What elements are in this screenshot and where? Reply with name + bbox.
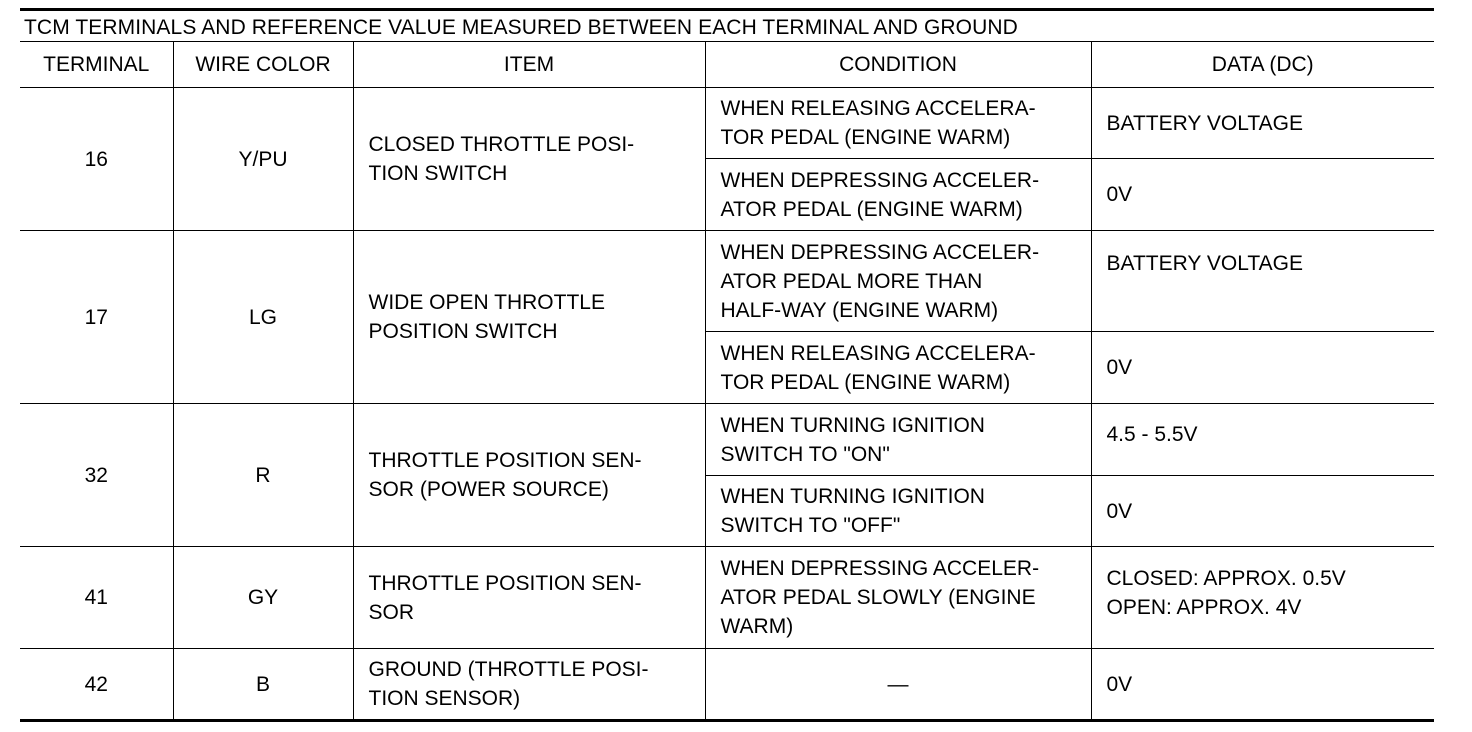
condition-line: SWITCH TO "ON" [720, 442, 890, 466]
item-line: WIDE OPEN THROTTLE [368, 291, 605, 314]
terminal-cell: 16 [20, 88, 173, 231]
data-line: OPEN: APPROX. 4V [1106, 596, 1302, 619]
condition-cell [705, 159, 1091, 231]
condition-line: SWITCH TO "OFF" [720, 514, 901, 537]
item-cell [353, 88, 705, 231]
condition-cell [705, 476, 1091, 547]
data-line: CLOSED: APPROX. 0.5V [1106, 567, 1346, 590]
condition-line: WHEN TURNING IGNITION [720, 485, 985, 508]
data-line: 0V [1106, 356, 1133, 379]
item-line: GROUND (THROTTLE POSI- [368, 658, 649, 681]
condition-cell [705, 404, 1091, 476]
table-row [20, 649, 1434, 721]
condition-line: TOR PEDAL (ENGINE WARM) [720, 370, 1011, 394]
tcm-terminals-table [20, 41, 1434, 722]
condition-cell [705, 547, 1091, 649]
table-row [20, 404, 1434, 476]
wire-color-cell: LG [173, 231, 353, 404]
item-cell [353, 404, 705, 547]
condition-cell [705, 88, 1091, 159]
condition-line: WARM) [720, 615, 794, 638]
condition-line: WHEN TURNING IGNITION [720, 413, 985, 437]
data-line: 0V [1106, 672, 1133, 696]
item-cell [353, 231, 705, 404]
wire-color-cell: B [173, 649, 353, 721]
data-cell [1091, 159, 1434, 231]
condition-dash: — [887, 672, 909, 696]
data-cell [1091, 404, 1434, 476]
condition-cell [705, 231, 1091, 332]
condition-line: ATOR PEDAL SLOWLY (ENGINE [720, 586, 1036, 609]
condition-cell [705, 332, 1091, 404]
data-line: 4.5 - 5.5V [1106, 423, 1198, 446]
condition-line: WHEN DEPRESSING ACCELER- [720, 168, 1040, 192]
condition-line: WHEN DEPRESSING ACCELER- [720, 557, 1040, 580]
condition-line: WHEN RELEASING ACCELERA- [720, 97, 1036, 120]
header-terminal: TERMINAL [20, 42, 173, 88]
item-cell [353, 649, 705, 721]
table-title: TCM TERMINALS AND REFERENCE VALUE MEASURED BETWEEN EACH TERMINAL AND GROUND [24, 16, 1018, 39]
item-line: POSITION SWITCH [368, 320, 558, 343]
item-line: CLOSED THROTTLE POSI- [368, 133, 635, 156]
header-wire-color: WIRE COLOR [173, 42, 353, 88]
data-line: 0V [1106, 183, 1133, 206]
header-condition: CONDITION [705, 42, 1091, 88]
table-row [20, 231, 1434, 332]
item-line: SOR (POWER SOURCE) [368, 478, 609, 501]
condition-line: HALF-WAY (ENGINE WARM) [720, 298, 999, 322]
condition-cell [705, 649, 1091, 721]
header-data: DATA (DC) [1091, 42, 1434, 88]
terminal-cell: 41 [20, 547, 173, 649]
condition-line: WHEN DEPRESSING ACCELER- [720, 240, 1040, 264]
item-line: THROTTLE POSITION SEN- [368, 571, 642, 595]
table-row [20, 547, 1434, 649]
data-cell [1091, 332, 1434, 404]
condition-line: ATOR PEDAL (ENGINE WARM) [720, 197, 1023, 221]
condition-line: TOR PEDAL (ENGINE WARM) [720, 126, 1011, 149]
condition-line: ATOR PEDAL MORE THAN [720, 269, 983, 293]
condition-line: WHEN RELEASING ACCELERA- [720, 341, 1036, 365]
item-line: TION SWITCH [368, 162, 508, 185]
data-cell [1091, 547, 1434, 649]
wire-color-cell: GY [173, 547, 353, 649]
terminal-cell: 42 [20, 649, 173, 721]
data-cell [1091, 88, 1434, 159]
data-line: BATTERY VOLTAGE [1106, 111, 1303, 135]
data-cell [1091, 231, 1434, 332]
data-line: BATTERY VOLTAGE [1106, 252, 1303, 275]
table-row [20, 88, 1434, 159]
data-cell [1091, 476, 1434, 547]
wire-color-cell: R [173, 404, 353, 547]
wire-color-cell: Y/PU [173, 88, 353, 231]
item-line: THROTTLE POSITION SEN- [368, 449, 642, 472]
item-cell [353, 547, 705, 649]
item-line: TION SENSOR) [368, 687, 521, 710]
data-cell [1091, 649, 1434, 721]
header-row [20, 42, 1434, 88]
item-line: SOR [368, 600, 415, 624]
data-line: 0V [1106, 499, 1133, 523]
terminal-cell: 32 [20, 404, 173, 547]
table-title-bar [20, 8, 1434, 41]
terminal-cell: 17 [20, 231, 173, 404]
header-item: ITEM [353, 42, 705, 88]
